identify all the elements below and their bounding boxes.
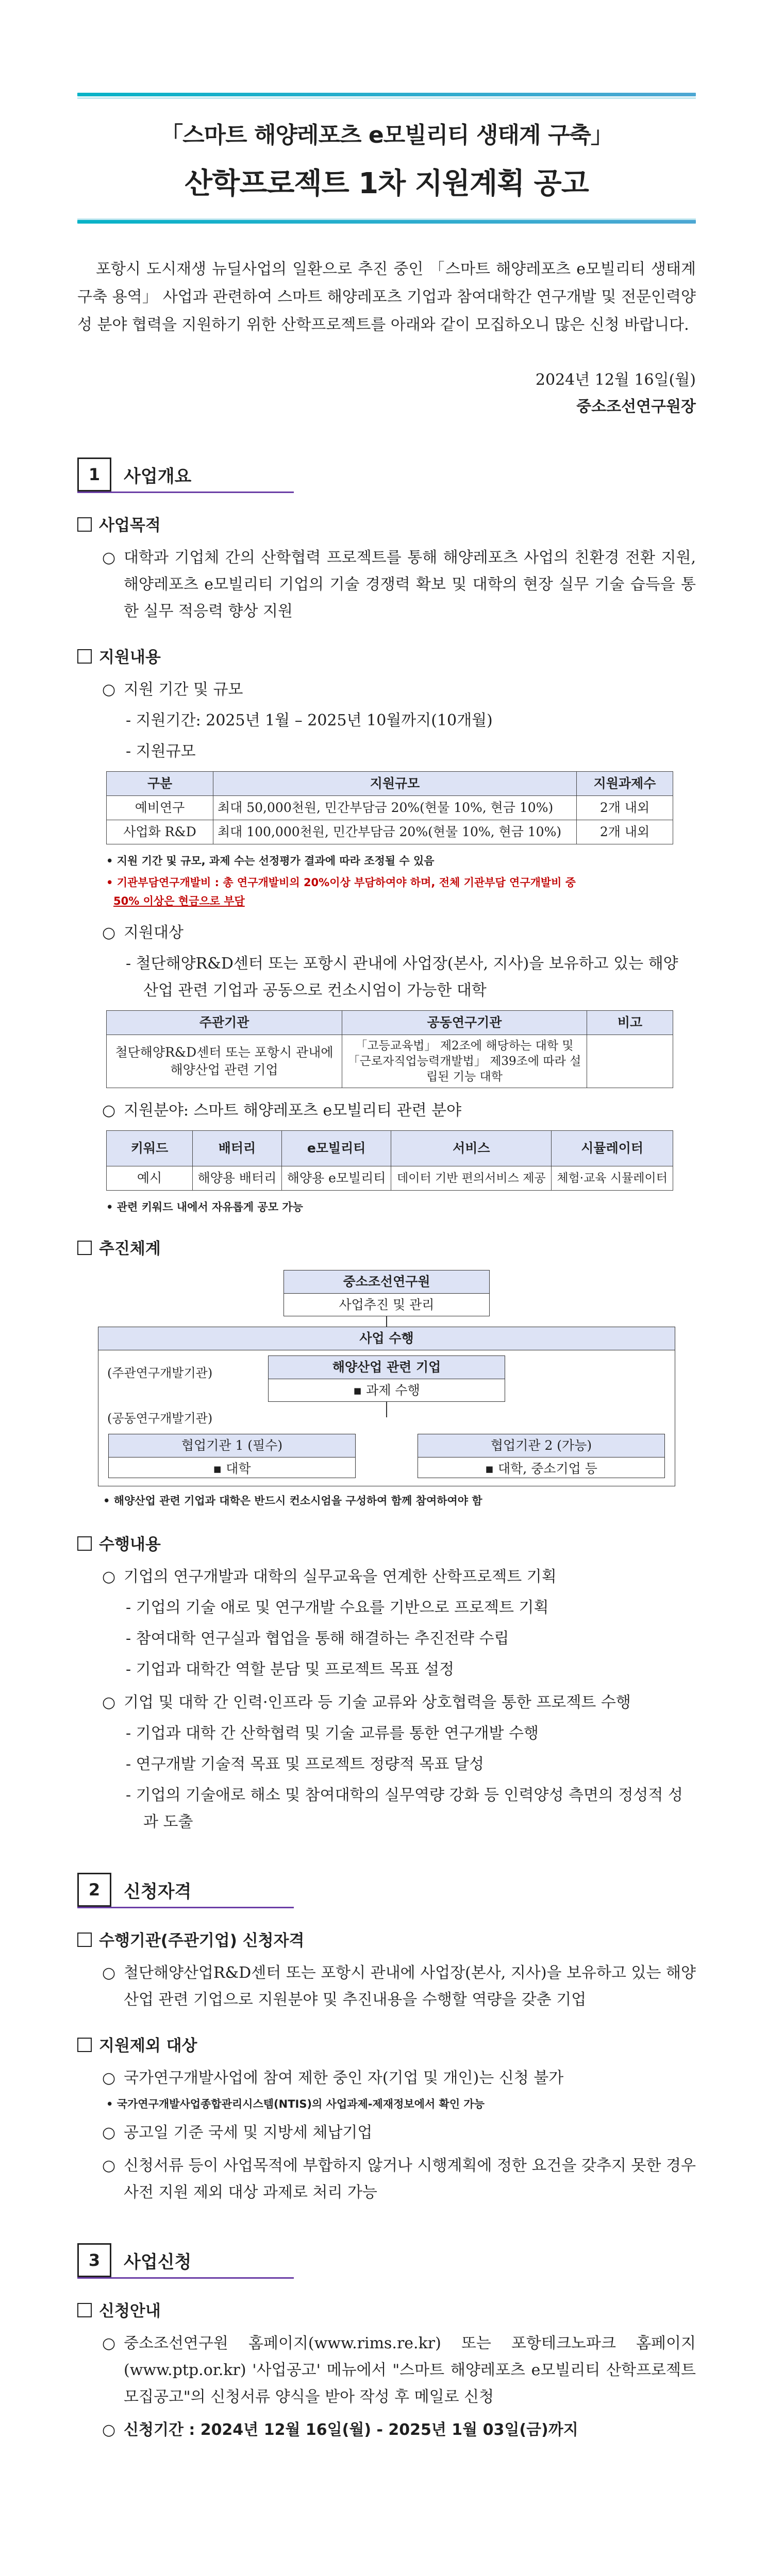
org-diagram xyxy=(98,1270,675,1507)
subheading-eligibility: 수행기관(주관기업) 신청자격 xyxy=(77,1928,696,1954)
table-header: 구분 xyxy=(107,772,213,796)
table-header: 비고 xyxy=(587,1011,673,1035)
support-scale: - 지원규모 xyxy=(126,742,196,760)
table-row xyxy=(107,1035,673,1088)
exclusion-item: ○ 국가연구개발사업에 참여 제한 중인 자(기업 및 개인)는 신청 불가 xyxy=(77,2065,696,2092)
burden-note: • 기관부담연구개발비 : 총 연구개발비의 20%이상 부담하여야 하며, 전체 기관부담 연구개발비 중 50% 이상은 현금으로 부담 xyxy=(106,876,576,907)
table-header: 주관기관 xyxy=(107,1011,342,1035)
subheading-system: 추진체계 xyxy=(77,1236,696,1262)
header-top-line xyxy=(77,93,696,96)
table-cell: 해양용 e모빌리티 xyxy=(281,1166,391,1191)
field-heading: ○ 지원분야: 스마트 해양레포츠 e모빌리티 관련 분야 xyxy=(77,1097,696,1124)
section-heading-1 xyxy=(77,457,294,493)
diagram-co-label: (공동연구개발기관) xyxy=(107,1411,213,1426)
checkbox-square-icon xyxy=(77,1933,92,1947)
table-cell: 2개 내외 xyxy=(577,796,673,820)
checkbox-square-icon xyxy=(77,1241,92,1255)
table-cell: 사업화 R&D xyxy=(107,820,213,844)
table-cell: 최대 50,000천원, 민간부담금 20%(현물 10%, 현금 10%) xyxy=(213,796,577,820)
table-header: 서비스 xyxy=(391,1131,552,1166)
section-heading-3 xyxy=(77,2243,294,2279)
circle-bullet-icon: ○ xyxy=(102,549,116,567)
checkbox-square-icon xyxy=(77,1536,92,1551)
target-table xyxy=(106,1010,673,1088)
table-cell: 예비연구 xyxy=(107,796,213,820)
exclusion-note: • 국가연구개발사업종합관리시스템(NTIS)의 사업과제-제재정보에서 확인 가능 xyxy=(106,2098,485,2110)
diagram-co2-head: 협업기관 2 (가능) xyxy=(418,1434,664,1458)
field-table xyxy=(106,1130,673,1191)
subheading-support: 지원내용 xyxy=(77,645,696,670)
table-cell: 체험·교육 시뮬레이터 xyxy=(552,1166,673,1191)
diagram-top-head: 중소조선연구원 xyxy=(284,1270,489,1294)
subheading-application: 신청안내 xyxy=(77,2298,696,2324)
issuer: 중소조선연구원장 xyxy=(576,398,696,416)
field-note: • 관련 키워드 내에서 자유롭게 공모 가능 xyxy=(106,1201,303,1213)
circle-bullet-icon: ○ xyxy=(102,1964,116,1982)
work-item: ○ 기업의 연구개발과 대학의 실무교육을 연계한 산학프로젝트 기획 xyxy=(77,1564,696,1590)
subheading-purpose: 사업목적 xyxy=(77,513,696,538)
scale-table xyxy=(106,771,673,844)
header-bottom-line xyxy=(77,220,696,224)
checkbox-square-icon xyxy=(77,2303,92,2317)
diagram-main-body: ▪ 과제 수행 xyxy=(353,1383,420,1398)
section-number: 3 xyxy=(77,2243,111,2277)
work-detail: - 참여대학 연구실과 협업을 통해 해결하는 추진전략 수립 xyxy=(126,1630,509,1648)
circle-bullet-icon: ○ xyxy=(102,1693,116,1711)
circle-bullet-icon: ○ xyxy=(102,2421,116,2439)
diagram-co2-body: ▪ 대학, 중소기업 등 xyxy=(485,1461,597,1476)
exclusion-item: ○ 공고일 기준 국세 및 지방세 체납기업 xyxy=(77,2120,696,2146)
work-detail: - 연구개발 기술적 목표 및 프로젝트 정량적 목표 달성 xyxy=(126,1755,485,1773)
section-title: 신청자격 xyxy=(124,1881,192,1902)
circle-bullet-icon: ○ xyxy=(102,2069,116,2087)
table-cell: 데이터 기반 편의서비스 제공 xyxy=(391,1166,552,1191)
table-cell: 2개 내외 xyxy=(577,820,673,844)
table-row xyxy=(107,1166,673,1191)
section-title: 사업개요 xyxy=(124,466,192,487)
intro-paragraph: 포항시 도시재생 뉴딜사업의 일환으로 추진 중인 「스마트 해양레포츠 e모빌리티 생태계 구축 용역」 사업과 관련하여 스마트 해양레포츠 기업과 참여대학간 연구개발 및 전문인력양성 분야 협력을 지원하기 위한 산학프로젝트를 아래와 같이 모집하오니 많은 신청 바랍니다. xyxy=(77,260,696,334)
eligibility-item: ○ 철단해양산업R&D센터 또는 포항시 관내에 사업장(본사, 지사)을 보유하고 있는 해양산업 관련 기업으로 지원분야 및 추진내용을 수행할 역량을 갖춘 기업 xyxy=(77,1960,696,2013)
exclusion-item: ○ 신청서류 등이 사업목적에 부합하지 않거나 시행계획에 정한 요건을 갖추지 못한 경우 사전 지원 제외 대상 과제로 처리 가능 xyxy=(77,2153,696,2206)
checkbox-square-icon xyxy=(77,517,92,532)
circle-bullet-icon: ○ xyxy=(102,1101,116,1120)
checkbox-square-icon xyxy=(77,649,92,664)
diagram-main-label: (주관연구개발기관) xyxy=(107,1366,213,1380)
application-item: ○ 중소조선연구원 홈페이지(www.rims.re.kr) 또는 포항테크노파크 홈페이지(www.ptp.or.kr) '사업공고' 메뉴에서 "스마트 해양레포츠 e모빌리티 산학프로젝트 모집공고"의 신청서류 양식을 받아 작성 후 메일로 신청 xyxy=(77,2330,696,2411)
diagram-co1-box xyxy=(108,1434,356,1478)
work-detail: - 기업의 기술애로 해소 및 참여대학의 실무역량 강화 등 인력양성 측면의 정성적 성과 도출 xyxy=(126,1786,683,1831)
title-line1: 「스마트 해양레포츠 e모빌리티 생태계 구축」 xyxy=(160,122,613,148)
circle-bullet-icon: ○ xyxy=(102,2334,116,2352)
circle-bullet-icon: ○ xyxy=(102,2157,116,2175)
table-cell: 해양용 배터리 xyxy=(193,1166,282,1191)
header-decoration xyxy=(77,93,696,99)
section-title: 사업신청 xyxy=(124,2251,192,2273)
table-cell: 예시 xyxy=(107,1166,193,1191)
circle-bullet-icon: ○ xyxy=(102,1568,116,1586)
diagram-main-head: 해양산업 관련 기업 xyxy=(269,1356,505,1379)
work-detail: - 기업의 기술 애로 및 연구개발 수요를 기반으로 프로젝트 기획 xyxy=(126,1599,549,1617)
support-period: - 지원기간: 2025년 1월 – 2025년 10월까지(10개월) xyxy=(126,711,493,730)
diagram-co1-head: 협업기관 1 (필수) xyxy=(109,1434,355,1458)
section-number: 2 xyxy=(77,1873,111,1907)
work-detail: - 기업과 대학 간 산학협력 및 기술 교류를 통한 연구개발 수행 xyxy=(126,1724,539,1742)
target-heading: ○ 지원대상 xyxy=(77,920,696,946)
subheading-work: 수행내용 xyxy=(77,1532,696,1557)
table-header: 지원규모 xyxy=(213,772,577,796)
table-row xyxy=(107,796,673,820)
table-row xyxy=(107,820,673,844)
diagram-top-box xyxy=(284,1270,490,1316)
table-header-row xyxy=(107,1011,673,1035)
table-header-row xyxy=(107,1131,673,1166)
table-header-row xyxy=(107,772,673,796)
table-header: 지원과제수 xyxy=(577,772,673,796)
support-period-scale: ○ 지원 기간 및 규모 xyxy=(77,676,696,703)
diagram-connector xyxy=(386,1402,387,1417)
purpose-item: ○ 대학과 기업체 간의 산학협력 프로젝트를 통해 해양레포츠 사업의 친환경 전환 지원, 해양레포츠 e모빌리티 기업의 기술 경쟁력 확보 및 대학의 현장 실무 기술 습득을 통한 실무 적응력 향상 지원 xyxy=(77,545,696,625)
diagram-connector xyxy=(386,1316,387,1327)
scale-note: • 지원 기간 및 규모, 과제 수는 선정평가 결과에 따라 조정될 수 있음 xyxy=(106,855,435,867)
diagram-co2-box xyxy=(418,1434,665,1478)
table-cell: 철단해양R&D센터 또는 포항시 관내에 해양산업 관련 기업 xyxy=(107,1035,342,1088)
notice-page xyxy=(77,93,696,2444)
circle-bullet-icon: ○ xyxy=(102,924,116,942)
work-detail: - 기업과 대학간 역할 분담 및 프로젝트 목표 설정 xyxy=(126,1660,455,1679)
diagram-mid-head: 사업 수행 xyxy=(98,1327,675,1350)
circle-bullet-icon: ○ xyxy=(102,681,116,699)
diagram-main-box xyxy=(268,1355,505,1402)
notice-date: 2024년 12월 16일(월) xyxy=(535,371,696,389)
table-header: 키워드 xyxy=(107,1131,193,1166)
table-header: 시뮬레이터 xyxy=(552,1131,673,1166)
checkbox-square-icon xyxy=(77,2038,92,2052)
section-heading-2 xyxy=(77,1873,294,1908)
table-header: e모빌리티 xyxy=(281,1131,391,1166)
table-cell: 최대 100,000천원, 민간부담금 20%(현물 10%, 현금 10%) xyxy=(213,820,577,844)
table-cell xyxy=(587,1035,673,1088)
circle-bullet-icon: ○ xyxy=(102,2124,116,2142)
header-top-subline xyxy=(77,97,696,99)
table-cell: 「고등교육법」 제2조에 해당하는 대학 및 「근로자직업능력개발법」 제39조에 따라 설립된 기능 대학 xyxy=(342,1035,587,1088)
diagram-top-body: 사업추진 및 관리 xyxy=(339,1297,435,1312)
title-line2: 산학프로젝트 1차 지원계획 공고 xyxy=(185,167,589,200)
diagram-note: • 해양산업 관련 기업과 대학은 반드시 컨소시엄을 구성하여 함께 참여하여야 함 xyxy=(103,1495,482,1507)
subheading-exclusion: 지원제외 대상 xyxy=(77,2033,696,2059)
table-header: 배터리 xyxy=(193,1131,282,1166)
application-period: ○ 신청기간 : 2024년 12월 16일(월) - 2025년 1월 03일(금)까지 xyxy=(77,2417,696,2444)
diagram-co1-body: ▪ 대학 xyxy=(213,1461,251,1476)
table-header: 공동연구기관 xyxy=(342,1011,587,1035)
work-item: ○ 기업 및 대학 간 인력·인프라 등 기술 교류와 상호협력을 통한 프로젝트 수행 xyxy=(77,1689,696,1716)
target-text: - 철단해양R&D센터 또는 포항시 관내에 사업장(본사, 지사)을 보유하고 있는 해양 산업 관련 기업과 공동으로 컨소시엄이 가능한 대학 xyxy=(126,955,678,999)
section-number: 1 xyxy=(77,457,111,492)
